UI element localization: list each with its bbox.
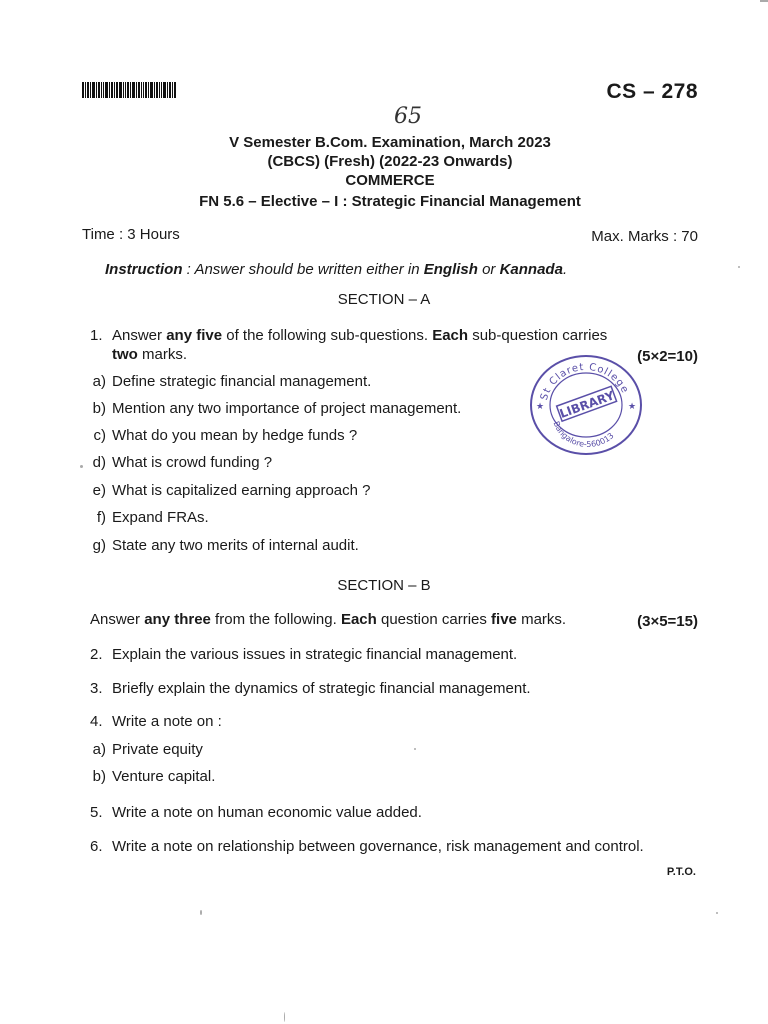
question-text: Write a note on relationship between governance, risk management and control. bbox=[112, 838, 644, 855]
q1-text: marks. bbox=[137, 346, 187, 363]
instruction-text-mid: or bbox=[477, 261, 500, 278]
q1-bold-each: Each bbox=[432, 327, 469, 344]
instruction bbox=[105, 261, 567, 278]
question-2 bbox=[90, 646, 517, 663]
question-4 bbox=[90, 713, 222, 730]
secb-text: Answer bbox=[90, 611, 145, 628]
sub-text: Expand FRAs. bbox=[112, 509, 209, 526]
sub-label: f) bbox=[96, 509, 106, 526]
sub-question bbox=[84, 537, 359, 554]
sub-text: Define strategic financial management. bbox=[112, 373, 372, 390]
secb-bold-five: five bbox=[491, 611, 517, 628]
exam-subject: COMMERCE bbox=[345, 172, 435, 189]
instruction-text: : Answer should be written either in bbox=[182, 261, 424, 278]
secb-text: question carries bbox=[376, 611, 492, 628]
sub-question bbox=[84, 373, 371, 390]
sub-question bbox=[84, 400, 461, 417]
exam-scheme: (CBCS) (Fresh) (2022-23 Onwards) bbox=[267, 153, 513, 170]
sub-text: What is crowd funding ? bbox=[112, 454, 273, 471]
stamp-bottom-text: Bangalore-560013 bbox=[551, 420, 616, 450]
q1-bold-any-five: any five bbox=[166, 327, 223, 344]
scan-speck bbox=[738, 266, 740, 268]
secb-score: (3×5=15) bbox=[637, 613, 698, 630]
question-number: 4. bbox=[90, 713, 103, 730]
svg-text:★: ★ bbox=[536, 402, 545, 412]
section-a-title: SECTION – A bbox=[337, 291, 431, 308]
sub-label: e) bbox=[92, 482, 106, 499]
sub-question bbox=[84, 741, 203, 758]
instruction-label: Instruction bbox=[105, 261, 183, 278]
sub-text: Mention any two importance of project management. bbox=[112, 400, 462, 417]
secb-bold-each: Each bbox=[340, 611, 377, 628]
question-number: 2. bbox=[90, 646, 103, 663]
q1-text: Answer bbox=[112, 327, 167, 344]
instruction-text-end: . bbox=[562, 261, 568, 278]
scan-speck bbox=[80, 465, 83, 468]
question-text: Briefly explain the dynamics of strategic financial management. bbox=[112, 680, 531, 697]
sub-label: c) bbox=[93, 427, 106, 444]
stamp-top-text: St Claret College bbox=[538, 361, 631, 402]
stamp-center-text: LIBRARY bbox=[557, 388, 617, 421]
question-number: 5. bbox=[90, 804, 103, 821]
question-number: 3. bbox=[90, 680, 103, 697]
section-b-instruction bbox=[90, 611, 566, 628]
secb-text: from the following. bbox=[210, 611, 341, 628]
scan-speck bbox=[200, 910, 202, 915]
svg-text:Bangalore-560013 bbox=[552, 420, 616, 449]
question-6 bbox=[90, 838, 644, 855]
library-stamp-icon bbox=[528, 354, 644, 456]
question-text: Write a note on human economic value added. bbox=[112, 804, 422, 821]
question-1 bbox=[90, 327, 607, 344]
handwritten-mark: 65 bbox=[394, 104, 422, 129]
barcode-icon bbox=[82, 82, 177, 98]
instruction-lang-kannada: Kannada bbox=[499, 261, 563, 278]
sub-text: What do you mean by hedge funds ? bbox=[112, 427, 358, 444]
question-number: 1. bbox=[90, 327, 103, 344]
sub-label: d) bbox=[92, 454, 106, 471]
instruction-lang-english: English bbox=[423, 261, 478, 278]
secb-bold-any-three: any three bbox=[144, 611, 211, 628]
sub-text: Venture capital. bbox=[112, 768, 216, 785]
sub-label: a) bbox=[92, 741, 106, 758]
question-3 bbox=[90, 680, 531, 697]
question-1-cont bbox=[112, 346, 187, 363]
sub-question bbox=[84, 509, 209, 526]
section-b-title: SECTION – B bbox=[337, 577, 431, 594]
sub-text: Private equity bbox=[112, 741, 203, 758]
q1-text: of the following sub-questions. bbox=[222, 327, 433, 344]
question-text: Write a note on : bbox=[112, 713, 222, 730]
sub-label: g) bbox=[92, 537, 106, 554]
scan-speck bbox=[716, 912, 718, 914]
secb-text: marks. bbox=[516, 611, 567, 628]
sub-label: a) bbox=[92, 373, 106, 390]
max-marks: Max. Marks : 70 bbox=[591, 228, 698, 245]
pto-label: P.T.O. bbox=[666, 866, 696, 878]
q1-text: sub-question carries bbox=[468, 327, 608, 344]
sub-question bbox=[84, 454, 272, 471]
sub-label: b) bbox=[92, 400, 106, 417]
scan-speck bbox=[284, 1012, 285, 1022]
question-number: 6. bbox=[90, 838, 103, 855]
q1-bold-two: two bbox=[112, 346, 138, 363]
svg-text:★: ★ bbox=[628, 402, 637, 412]
question-5 bbox=[90, 804, 422, 821]
exam-title: V Semester B.Com. Examination, March 2023 bbox=[229, 134, 551, 151]
sub-question bbox=[84, 768, 215, 785]
scan-speck bbox=[414, 748, 416, 750]
time-allowed: Time : 3 Hours bbox=[82, 226, 180, 243]
exam-paper: FN 5.6 – Elective – I : Strategic Financial Management bbox=[199, 193, 581, 210]
sub-question bbox=[84, 482, 371, 499]
scan-speck bbox=[760, 0, 768, 2]
sub-text: What is capitalized earning approach ? bbox=[112, 482, 371, 499]
q1-score: (5×2=10) bbox=[637, 348, 698, 365]
sub-question bbox=[84, 427, 357, 444]
paper-code: CS – 278 bbox=[606, 80, 698, 103]
sub-text: State any two merits of internal audit. bbox=[112, 537, 359, 554]
question-text: Explain the various issues in strategic financial management. bbox=[112, 646, 518, 663]
sub-label: b) bbox=[92, 768, 106, 785]
